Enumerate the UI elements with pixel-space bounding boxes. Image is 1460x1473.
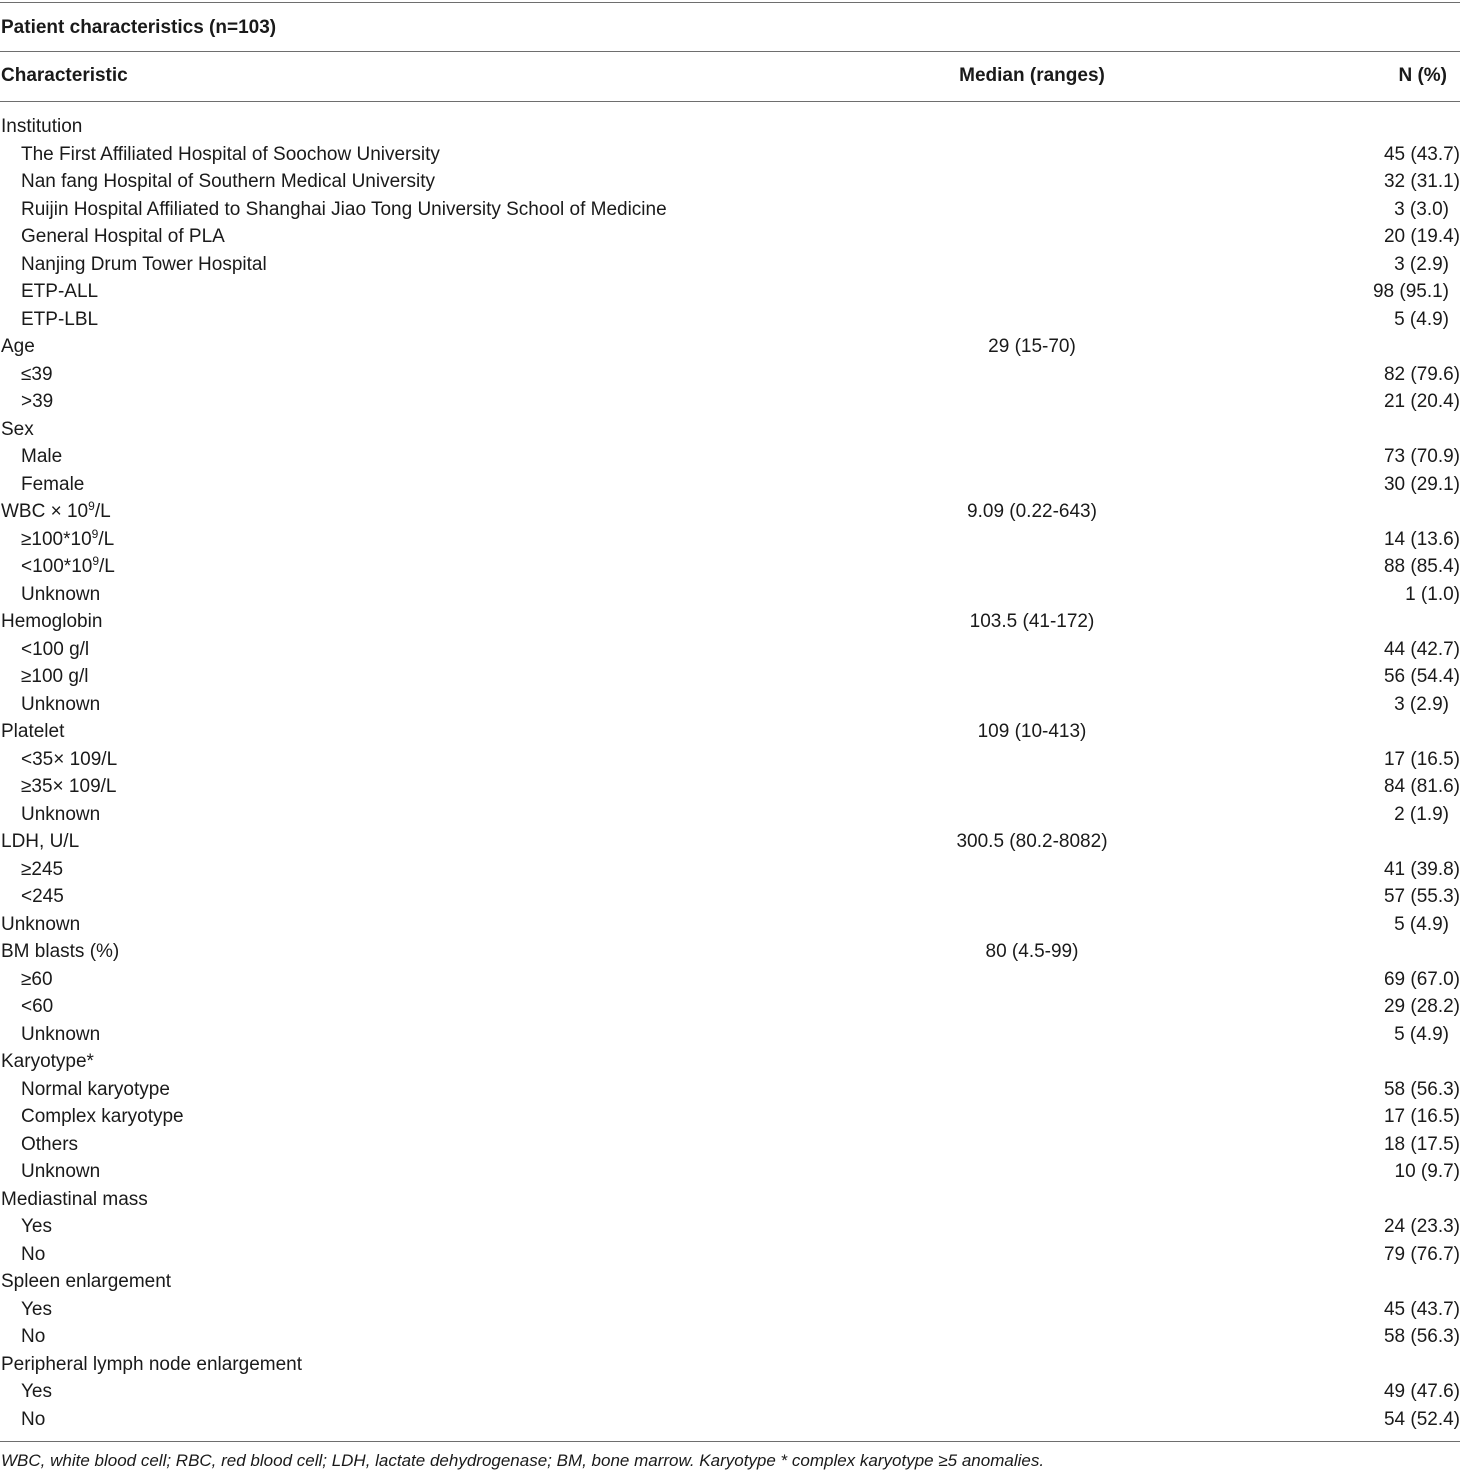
row-label: Unknown (1, 913, 81, 935)
row-label-unit: /L (94, 501, 111, 522)
row-n-percent: 14 (13.6) (1383, 528, 1460, 550)
table-row (0, 113, 1460, 141)
table-row (0, 1351, 1460, 1379)
row-characteristic (1, 333, 35, 361)
row-label: Unknown (21, 583, 101, 605)
table-row (0, 388, 1460, 416)
table-row (0, 1186, 1460, 1214)
table-body (0, 113, 1460, 1433)
row-n-percent: 73 (70.9) (1383, 446, 1460, 467)
row-median: 300.5 (80.2-8082) (956, 831, 1108, 852)
table-row (0, 278, 1460, 306)
row-characteristic (1, 498, 111, 526)
row-n-percent: 24 (23.3) (1383, 1216, 1460, 1237)
row-n-percent: 17 (16.5) (1383, 748, 1460, 770)
row-n-percent: 41 (39.8) (1383, 858, 1460, 880)
row-n-percent: 18 (17.5) (1383, 1133, 1460, 1155)
table-row (0, 223, 1460, 251)
table-row (0, 1378, 1460, 1406)
table-row (0, 966, 1460, 994)
row-n-percent: 58 (56.3) (1383, 1078, 1460, 1100)
row-label: Hemoglobin (1, 611, 103, 632)
row-label: Normal karyotype (21, 1078, 170, 1100)
row-label: Age (1, 336, 35, 357)
row-characteristic (1, 938, 119, 966)
table-row (0, 718, 1460, 746)
row-characteristic (1, 608, 102, 636)
row-characteristic (21, 581, 100, 609)
row-n-percent: 5 (4.9) (1394, 1023, 1449, 1045)
row-median: 109 (10-413) (977, 721, 1087, 742)
table-row (0, 1131, 1460, 1159)
row-label: BM blasts (%) (1, 941, 120, 962)
row-label: Yes (21, 1381, 52, 1402)
row-median: 29 (15-70) (988, 336, 1076, 357)
table-row (0, 526, 1460, 554)
table-row (0, 141, 1460, 169)
row-label: Unknown (21, 1023, 101, 1045)
row-n-percent: 84 (81.6) (1383, 776, 1460, 797)
table-row (0, 1076, 1460, 1104)
table-row (0, 691, 1460, 719)
row-characteristic (1, 416, 34, 444)
row-characteristic (21, 663, 88, 691)
table-row (0, 1213, 1460, 1241)
row-characteristic (1, 1268, 171, 1296)
row-characteristic (21, 1021, 100, 1049)
row-label: Ruijin Hospital Affiliated to Shanghai Jiao Tong University School of Medicine (21, 198, 667, 220)
row-n-percent: 54 (52.4) (1383, 1408, 1460, 1430)
table-row (0, 306, 1460, 334)
table-row (0, 443, 1460, 471)
row-characteristic (21, 526, 114, 554)
row-label: The First Affiliated Hospital of Soochow University (21, 143, 440, 165)
table-row (0, 361, 1460, 389)
header-median: Median (ranges) (959, 65, 1105, 86)
row-n-percent: 3 (2.9) (1394, 253, 1449, 275)
table-row (0, 938, 1460, 966)
row-characteristic (21, 691, 100, 719)
table-row (0, 801, 1460, 829)
row-characteristic (1, 1048, 94, 1076)
row-label: Yes (21, 1216, 52, 1237)
row-label: Male (21, 446, 63, 467)
row-characteristic (21, 1213, 52, 1241)
row-characteristic (21, 306, 98, 334)
row-label: Spleen enlargement (1, 1271, 172, 1292)
table-row (0, 1158, 1460, 1186)
row-characteristic (21, 443, 62, 471)
row-characteristic (21, 856, 63, 884)
row-label-superscript: 9 (88, 499, 95, 513)
table-row (0, 883, 1460, 911)
table-row (0, 251, 1460, 279)
table-row (0, 581, 1460, 609)
table-row (0, 1323, 1460, 1351)
row-n-percent: 2 (1.9) (1394, 803, 1449, 825)
table-row (0, 416, 1460, 444)
row-label: Yes (21, 1298, 52, 1320)
table-row (0, 1268, 1460, 1296)
row-n-percent: 10 (9.7) (1394, 1161, 1460, 1182)
table-row (0, 196, 1460, 224)
row-characteristic (21, 883, 64, 911)
table-row (0, 773, 1460, 801)
row-n-percent: 3 (3.0) (1394, 198, 1449, 220)
table-row (0, 828, 1460, 856)
row-label: Nanjing Drum Tower Hospital (21, 253, 267, 275)
row-label: Unknown (21, 1161, 101, 1182)
row-n-percent: 5 (4.9) (1394, 308, 1449, 330)
row-characteristic (21, 361, 53, 389)
row-characteristic (1, 113, 82, 141)
header-characteristic: Characteristic (1, 65, 128, 86)
row-characteristic (21, 773, 116, 801)
row-characteristic (21, 471, 84, 499)
row-characteristic (21, 388, 53, 416)
table-row (0, 1406, 1460, 1434)
table-row (0, 663, 1460, 691)
row-n-percent: 20 (19.4) (1383, 226, 1460, 247)
row-characteristic (21, 168, 435, 196)
row-n-percent: 88 (85.4) (1383, 556, 1460, 577)
row-n-percent: 5 (4.9) (1394, 913, 1449, 935)
row-characteristic (21, 1241, 45, 1269)
row-label: <100 g/l (21, 638, 90, 660)
header-rule (0, 101, 1460, 102)
row-characteristic (21, 1103, 184, 1131)
row-median: 9.09 (0.22-643) (967, 501, 1097, 522)
header-n-percent: N (%) (1398, 65, 1447, 86)
table-row (0, 498, 1460, 526)
table-row (0, 471, 1460, 499)
table-row (0, 636, 1460, 664)
row-label: No (21, 1243, 46, 1265)
row-characteristic (1, 911, 80, 939)
row-n-percent: 82 (79.6) (1383, 363, 1460, 385)
row-n-percent: 79 (76.7) (1383, 1243, 1460, 1265)
row-label: Mediastinal mass (1, 1188, 148, 1210)
row-characteristic (1, 718, 64, 746)
row-n-percent: 49 (47.6) (1383, 1381, 1460, 1402)
table-row (0, 911, 1460, 939)
table-row (0, 168, 1460, 196)
table-row (0, 1103, 1460, 1131)
table-title: Patient characteristics (n=103) (1, 17, 277, 38)
row-characteristic (21, 993, 53, 1021)
row-label: <60 (21, 996, 54, 1017)
row-label: No (21, 1408, 46, 1430)
row-label-superscript: 9 (92, 554, 100, 568)
row-label-superscript: 9 (91, 526, 99, 541)
row-label: <100*10 (21, 556, 93, 577)
row-n-percent: 1 (1.0) (1405, 583, 1460, 605)
row-characteristic (1, 828, 79, 856)
row-label: ≥35× 109/L (21, 776, 117, 797)
table-row (0, 553, 1460, 581)
row-n-percent: 45 (43.7) (1383, 1298, 1460, 1320)
row-n-percent: 98 (95.1) (1372, 281, 1449, 302)
row-label: Sex (1, 418, 34, 440)
row-n-percent: 69 (67.0) (1383, 968, 1460, 990)
row-median: 103.5 (41-172) (969, 611, 1095, 632)
row-n-percent: 56 (54.4) (1383, 666, 1460, 687)
row-label-unit: /L (98, 528, 115, 550)
row-label: Complex karyotype (21, 1106, 184, 1127)
row-characteristic (21, 278, 98, 306)
row-n-percent: 44 (42.7) (1383, 638, 1460, 660)
row-label: Peripheral lymph node enlargement (1, 1353, 303, 1375)
row-characteristic (21, 801, 100, 829)
row-n-percent: 3 (2.9) (1394, 693, 1449, 715)
row-characteristic (21, 1323, 45, 1351)
table-row (0, 333, 1460, 361)
table-row (0, 993, 1460, 1021)
table-footnote: WBC, white blood cell; RBC, red blood cell; LDH, lactate dehydrogenase; BM, bone marrow. Karyotype * complex karyotype ≥5 anomalies. (1, 1451, 1045, 1470)
row-label-unit: /L (99, 556, 115, 577)
row-characteristic (21, 1406, 45, 1434)
row-characteristic (21, 636, 89, 664)
row-characteristic (21, 223, 225, 251)
table-row (0, 1048, 1460, 1076)
table-row (0, 1241, 1460, 1269)
table-row (0, 746, 1460, 774)
bottom-rule (0, 1441, 1460, 1442)
row-label: Unknown (21, 693, 101, 715)
row-label: ≥100*10 (21, 528, 92, 550)
row-characteristic (21, 1158, 100, 1186)
row-characteristic (1, 1351, 302, 1379)
row-n-percent: 45 (43.7) (1383, 143, 1460, 165)
row-label: Unknown (21, 803, 101, 825)
row-label: No (21, 1326, 46, 1347)
row-label: ETP-ALL (21, 281, 99, 302)
row-n-percent: 21 (20.4) (1383, 391, 1460, 412)
table-row (0, 1021, 1460, 1049)
row-n-percent: 29 (28.2) (1383, 996, 1460, 1017)
row-label: Nan fang Hospital of Southern Medical University (21, 171, 435, 192)
row-characteristic (21, 746, 117, 774)
row-characteristic (21, 251, 267, 279)
row-label: Karyotype* (1, 1051, 94, 1072)
row-median: 80 (4.5-99) (985, 941, 1079, 962)
row-n-percent: 32 (31.1) (1383, 171, 1460, 192)
table-row (0, 608, 1460, 636)
row-label: Others (21, 1133, 79, 1155)
row-label: <245 (21, 886, 64, 907)
row-characteristic (21, 553, 115, 581)
row-label: Platelet (1, 721, 65, 742)
row-label: Institution (1, 116, 83, 137)
title-rule (0, 51, 1460, 52)
row-label: ETP-LBL (21, 308, 99, 330)
row-n-percent: 17 (16.5) (1383, 1106, 1460, 1127)
row-label: <35× 109/L (21, 748, 118, 770)
row-n-percent: 58 (56.3) (1383, 1326, 1460, 1347)
row-label: ≥100 g/l (21, 666, 89, 687)
row-characteristic (21, 1378, 52, 1406)
row-label: ≤39 (21, 363, 53, 385)
row-characteristic (21, 1131, 78, 1159)
table-row (0, 1296, 1460, 1324)
row-label: ≥60 (21, 968, 53, 990)
row-characteristic (21, 141, 440, 169)
row-label: Female (21, 473, 85, 495)
row-n-percent: 57 (55.3) (1383, 886, 1460, 907)
row-label: LDH, U/L (1, 831, 80, 852)
row-label: ≥245 (21, 858, 64, 880)
row-characteristic (21, 196, 667, 224)
table-row (0, 856, 1460, 884)
row-characteristic (21, 966, 53, 994)
row-characteristic (1, 1186, 148, 1214)
row-label: >39 (21, 391, 54, 412)
row-n-percent: 30 (29.1) (1383, 473, 1460, 495)
row-label: General Hospital of PLA (21, 226, 225, 247)
top-rule (0, 2, 1460, 3)
row-characteristic (21, 1076, 170, 1104)
row-characteristic (21, 1296, 52, 1324)
row-label: WBC × 10 (1, 501, 89, 522)
